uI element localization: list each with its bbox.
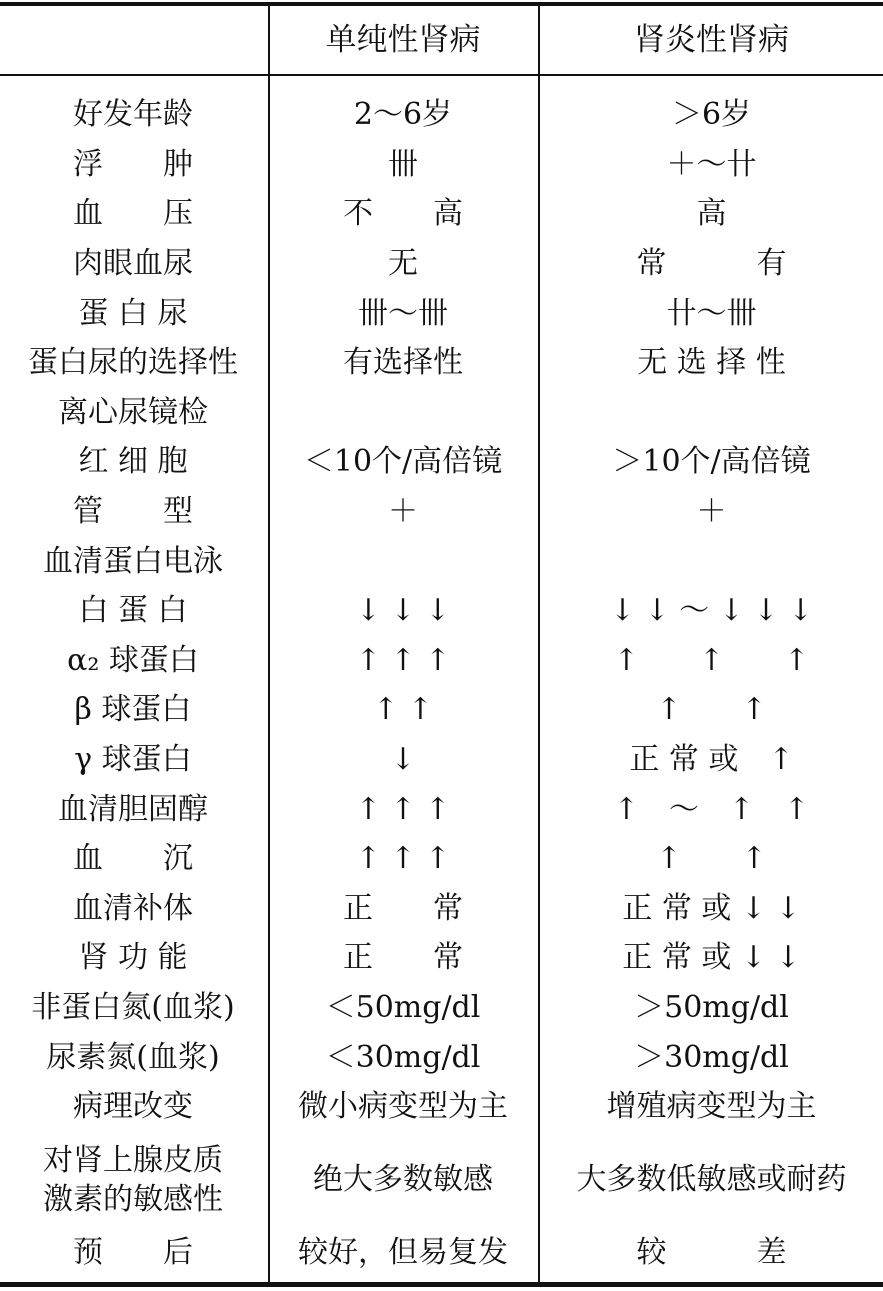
- nephritic-value: ＞30mg/dl: [634, 1039, 789, 1075]
- simple-value: 正 常: [343, 940, 463, 976]
- row-label: 血清蛋白电泳: [43, 543, 223, 579]
- nephritic-value: 大多数低敏感或耐药: [576, 1162, 847, 1198]
- simple-value: ＜10个/高倍镜: [303, 444, 503, 480]
- nephritic-value: 正 常 或 ↓ ↓: [622, 940, 801, 976]
- row-label: 离心尿镜检: [58, 394, 208, 430]
- nephritic-value: ＋: [696, 494, 727, 530]
- simple-value: ↓: [390, 742, 416, 778]
- row-label: 血清胆固醇: [58, 791, 208, 827]
- simple-value: ↑ ↑ ↑: [355, 642, 451, 678]
- nephritic-value: 增殖病变型为主: [606, 1089, 817, 1125]
- row-label: 病理改变: [73, 1089, 193, 1125]
- simple-value: ↑ ↑ ↑: [355, 841, 451, 877]
- bottom-rule: [0, 1282, 883, 1287]
- simple-value: [270, 388, 536, 438]
- nephritic-value: 常 有: [636, 246, 787, 282]
- nephritic-value: ↑ ～ ↑ ↑: [613, 791, 810, 827]
- row-label: γ 球蛋白: [74, 742, 192, 778]
- simple-value: ↑ ↑ ↑: [355, 791, 451, 827]
- row-label: α₂ 球蛋白: [67, 642, 199, 678]
- nephritic-value: ↓ ↓ ～ ↓ ↓ ↓: [609, 593, 814, 629]
- row-label: 血 压: [73, 196, 193, 232]
- row-label: 蛋 白 尿: [78, 295, 188, 331]
- row-label: 白 蛋 白: [78, 593, 188, 629]
- header-nephritic-nephrosis: 肾炎性肾病: [634, 21, 789, 58]
- row-label: 对肾上腺皮质 激素的敏感性: [43, 1142, 223, 1217]
- nephritic-value: 较 差: [636, 1234, 787, 1270]
- simple-value: 有选择性: [343, 345, 463, 381]
- nephritic-value: ↑ ↑: [656, 841, 767, 877]
- row-label: 尿素氮(血浆): [46, 1039, 220, 1075]
- simple-value: ＜30mg/dl: [325, 1039, 481, 1075]
- simple-value: 微小病变型为主: [298, 1089, 508, 1125]
- simple-value: 卌: [388, 146, 418, 182]
- simple-value: ＋: [388, 494, 418, 530]
- row-label: 浮 肿: [73, 146, 193, 182]
- simple-value: 卌～卌: [358, 295, 448, 331]
- simple-value: ＜50mg/dl: [325, 990, 481, 1026]
- simple-value: ↓ ↓ ↓: [355, 593, 451, 629]
- header-cell-empty: [0, 6, 266, 74]
- header-simple-nephrosis: 单纯性肾病: [325, 21, 481, 58]
- row-label: 红 细 胞: [78, 444, 188, 480]
- row-label: 管 型: [73, 494, 193, 530]
- simple-value: 无: [388, 246, 418, 282]
- row-label: 肉眼血尿: [73, 246, 193, 282]
- simple-value: 2～6岁: [353, 97, 453, 133]
- simple-value: 正 常: [343, 890, 463, 926]
- row-label: 非蛋白氮(血浆): [31, 990, 235, 1026]
- nephritic-value: ↑ ↑: [656, 692, 767, 728]
- simple-value: 绝大多数敏感: [313, 1162, 493, 1198]
- nephritic-value: ＞50mg/dl: [634, 990, 789, 1026]
- nephritic-value: ＞6岁: [671, 97, 752, 133]
- nephritic-value: 高: [696, 196, 727, 232]
- row-label: 好发年龄: [73, 97, 193, 133]
- row-label: β 球蛋白: [74, 692, 192, 728]
- nephritic-value: ＋～卄: [666, 146, 757, 182]
- nephritic-value: ＞10个/高倍镜: [612, 444, 811, 480]
- header-rule: [0, 74, 883, 76]
- simple-value: [270, 536, 536, 586]
- simple-value: 较好，但易复发: [298, 1234, 508, 1270]
- nephritic-value: 卄～卌: [666, 295, 757, 331]
- nephritic-value: 无 选 择 性: [637, 345, 786, 381]
- simple-value: ↑ ↑: [373, 692, 433, 728]
- simple-value: 不 高: [343, 196, 463, 232]
- row-label: 肾 功 能: [78, 940, 188, 976]
- nephritic-value: 正 常 或 ↑: [629, 742, 794, 778]
- nephritic-value: [540, 536, 883, 586]
- nephritic-value: ↑ ↑ ↑: [613, 642, 810, 678]
- nephritic-value: 正 常 或 ↓ ↓: [622, 890, 801, 926]
- nephritic-value: [540, 388, 883, 438]
- row-label: 血清补体: [73, 890, 193, 926]
- row-label: 蛋白尿的选择性: [28, 345, 238, 381]
- row-label: 预 后: [73, 1234, 193, 1270]
- row-label: 血 沉: [73, 841, 193, 877]
